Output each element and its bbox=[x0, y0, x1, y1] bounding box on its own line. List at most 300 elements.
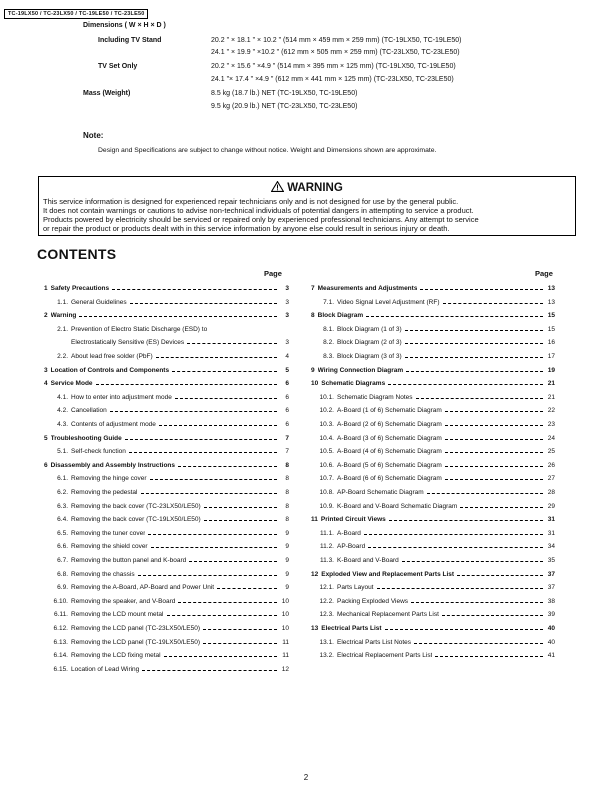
toc-entry[interactable] bbox=[311, 379, 555, 388]
toc-leader-line bbox=[442, 615, 543, 616]
toc-entry-number: 6.1. bbox=[57, 475, 68, 483]
tv-set-value-2: 24.1 "× 17.4 " ×4.9 " (612 mm × 441 mm × 125 mm) (TC-23LX50, TC-23LE50) bbox=[211, 76, 454, 83]
toc-leader-line bbox=[402, 561, 543, 562]
toc-leader-line bbox=[167, 615, 278, 616]
toc-entry-number: 5 bbox=[44, 434, 48, 442]
toc-entry-title: Electrical Replacement Parts List bbox=[337, 652, 433, 660]
toc-leader-line bbox=[364, 534, 543, 535]
toc-entry-number: 12.1. bbox=[319, 584, 334, 592]
toc-entry[interactable] bbox=[318, 556, 555, 565]
toc-entry-title: Removing the button panel and K-board bbox=[71, 557, 187, 564]
toc-leader-line bbox=[204, 507, 277, 508]
toc-entry-title: Electrical Parts List Notes bbox=[337, 638, 412, 646]
toc-entry-page: 25 bbox=[547, 448, 555, 456]
toc-entry-title: Removing the LCD mount metal bbox=[71, 611, 164, 619]
toc-entry-title: Block Diagram (1 of 3) bbox=[337, 325, 402, 333]
toc-entry-number: 8.3. bbox=[323, 353, 334, 360]
toc-entry-page: 6 bbox=[285, 407, 289, 415]
toc-entry-page: 9 bbox=[285, 557, 289, 564]
toc-entry[interactable] bbox=[52, 352, 289, 361]
toc-entry-title: Removing the back cover (TC-23LX50/LE50) bbox=[71, 502, 201, 510]
toc-entry-title: Mechanical Replacement Parts List bbox=[337, 611, 439, 619]
toc-leader-line bbox=[411, 602, 543, 603]
toc-entry[interactable] bbox=[311, 624, 555, 633]
toc-entry-page: 26 bbox=[547, 461, 555, 469]
toc-entry-page: 19 bbox=[547, 366, 555, 374]
toc-entry[interactable] bbox=[52, 624, 289, 633]
toc-entry-number: 6.10. bbox=[53, 597, 68, 605]
toc-entry[interactable] bbox=[311, 570, 555, 579]
toc-entry[interactable] bbox=[52, 665, 289, 674]
toc-leader-line bbox=[159, 425, 277, 426]
toc-entry-title: A-Board (3 of 6) Schematic Diagram bbox=[337, 434, 442, 442]
toc-entry[interactable] bbox=[52, 420, 289, 429]
toc-entry-page: 10 bbox=[281, 597, 289, 605]
toc-entry-page: 13 bbox=[547, 298, 555, 306]
toc-entry-number: 11.3. bbox=[320, 557, 334, 564]
toc-entry-title: Video Signal Level Adjustment (RF) bbox=[337, 298, 440, 306]
toc-entry[interactable] bbox=[44, 311, 289, 320]
toc-entry[interactable] bbox=[318, 406, 555, 415]
toc-leader-line bbox=[445, 425, 543, 426]
toc-leader-line bbox=[445, 452, 543, 453]
toc-leader-line bbox=[405, 357, 543, 358]
toc-entry-number: 10.8. bbox=[319, 489, 334, 496]
tv-set-label: TV Set Only bbox=[98, 63, 138, 70]
toc-entry-title: Removing the shield cover bbox=[71, 543, 148, 551]
toc-entry-title: Troubleshooting Guide bbox=[50, 434, 122, 442]
toc-entry[interactable] bbox=[52, 325, 289, 334]
toc-entry-title: General Guidelines bbox=[71, 298, 127, 306]
toc-entry-page: 9 bbox=[285, 584, 289, 592]
toc-entry[interactable] bbox=[52, 556, 289, 565]
toc-entry-title: K-Board and V-Board Schematic Diagram bbox=[337, 502, 458, 510]
toc-entry-page: 23 bbox=[547, 421, 555, 428]
toc-leader-line bbox=[445, 439, 543, 440]
tv-set-value-1: 20.2 " × 15.6 " ×4.9 " (514 mm × 395 mm × 125 mm) (TC-19LX50, TC-19LE50) bbox=[211, 63, 456, 70]
toc-leader-line bbox=[405, 330, 543, 331]
toc-leader-line bbox=[427, 493, 543, 494]
toc-entry[interactable] bbox=[44, 461, 289, 470]
toc-entry-page: 9 bbox=[285, 570, 289, 578]
toc-entry[interactable] bbox=[311, 311, 555, 320]
toc-entry-title: Electrical Parts List bbox=[321, 625, 382, 632]
toc-entry-page: 17 bbox=[547, 353, 555, 360]
toc-entry-title: A-Board (4 of 6) Schematic Diagram bbox=[337, 448, 442, 456]
toc-entry-number: 11 bbox=[311, 516, 318, 524]
toc-entry[interactable] bbox=[44, 434, 289, 443]
toc-entry-number: 7.1. bbox=[323, 298, 334, 306]
toc-leader-line bbox=[130, 303, 277, 304]
toc-entry-number: 6.4. bbox=[57, 516, 68, 524]
toc-leader-line bbox=[420, 289, 543, 290]
toc-entry-title: Contents of adjustment mode bbox=[71, 421, 156, 428]
toc-leader-line bbox=[178, 602, 277, 603]
toc-entry-title: Cancellation bbox=[71, 407, 107, 415]
toc-entry-page: 35 bbox=[547, 557, 555, 564]
toc-entry-number: 3 bbox=[44, 366, 48, 374]
note-title: Note: bbox=[83, 131, 104, 140]
toc-entry[interactable] bbox=[52, 638, 289, 647]
toc-entry[interactable] bbox=[52, 298, 289, 307]
toc-entry[interactable] bbox=[318, 610, 555, 619]
toc-leader-line bbox=[150, 479, 277, 480]
toc-leader-line bbox=[138, 575, 277, 576]
toc-entry[interactable] bbox=[318, 447, 555, 456]
toc-entry-title: Warning bbox=[50, 312, 77, 320]
toc-entry-title: K-Board and V-Board bbox=[337, 557, 399, 564]
toc-entry[interactable] bbox=[44, 379, 289, 388]
warning-line-4: or repair the product or products dealt with in this service information by anyone else could result in serious injury or death. bbox=[43, 224, 450, 233]
toc-leader-line bbox=[110, 411, 277, 412]
toc-entry-title: About lead free solder (PbF) bbox=[71, 353, 153, 360]
toc-leader-line bbox=[435, 656, 543, 657]
warning-line-2: It does not contain warnings or cautions to advise non-technical individuals of potential dangers in attempting to service a product. bbox=[43, 206, 474, 215]
toc-leader-line bbox=[204, 520, 277, 521]
toc-entry-page: 8 bbox=[285, 502, 289, 510]
toc-entry-number: 6.14. bbox=[53, 652, 68, 660]
toc-leader-line bbox=[406, 371, 543, 372]
toc-leader-line bbox=[203, 643, 277, 644]
toc-entry[interactable] bbox=[52, 610, 289, 619]
toc-entry-number: 9 bbox=[311, 366, 315, 374]
toc-entry-number: 10.6. bbox=[319, 461, 334, 469]
toc-entry-number: 10.5. bbox=[319, 448, 334, 456]
toc-entry[interactable] bbox=[318, 651, 555, 660]
toc-entry-page: 29 bbox=[547, 502, 555, 510]
toc-entry[interactable] bbox=[311, 515, 555, 524]
toc-entry-page: 31 bbox=[547, 516, 555, 524]
toc-leader-line bbox=[377, 588, 544, 589]
toc-entry-number: 7 bbox=[311, 285, 315, 292]
toc-entry[interactable] bbox=[318, 488, 555, 497]
mass-value-1: 8.5 kg (18.7 lb.) NET (TC-19LX50, TC-19LE50) bbox=[211, 90, 358, 97]
toc-entry-title: Removing the LCD panel (TC-19LX50/LE50) bbox=[71, 638, 200, 646]
toc-leader-line bbox=[125, 439, 277, 440]
toc-entry-number: 8.1. bbox=[323, 325, 334, 333]
toc-entry-number: 8 bbox=[311, 312, 315, 320]
toc-entry-number: 6.2. bbox=[57, 489, 68, 496]
toc-entry-title: A-Board (2 of 6) Schematic Diagram bbox=[337, 421, 442, 428]
toc-entry-page: 12 bbox=[281, 665, 289, 673]
toc-entry-number: 10.1. bbox=[319, 393, 334, 401]
toc-entry-number: 4.2. bbox=[57, 407, 68, 415]
toc-entry-number: 8.2. bbox=[323, 339, 334, 347]
toc-entry-title: Safety Precautions bbox=[50, 285, 110, 292]
warning-box bbox=[38, 176, 576, 236]
toc-entry-number: 4.1. bbox=[57, 393, 68, 401]
warning-title: WARNING bbox=[287, 182, 343, 194]
toc-entry[interactable] bbox=[44, 284, 289, 293]
toc-entry[interactable] bbox=[52, 338, 289, 347]
toc-entry-page: 6 bbox=[285, 421, 289, 428]
toc-entry-number: 2 bbox=[44, 312, 48, 320]
toc-entry-number: 6.15. bbox=[53, 665, 68, 673]
toc-leader-line bbox=[368, 547, 543, 548]
toc-entry-number: 6.6. bbox=[57, 543, 68, 551]
toc-entry[interactable] bbox=[52, 597, 289, 606]
toc-entry[interactable] bbox=[52, 570, 289, 579]
toc-entry[interactable] bbox=[311, 366, 555, 375]
toc-entry-page: 8 bbox=[285, 475, 289, 483]
toc-entry[interactable] bbox=[318, 338, 555, 347]
toc-entry-number: 10.2. bbox=[319, 407, 334, 415]
toc-entry[interactable] bbox=[52, 474, 289, 483]
toc-entry-title: How to enter into adjustment mode bbox=[71, 393, 172, 401]
toc-entry-title: Removing the tuner cover bbox=[71, 529, 146, 537]
toc-leader-line bbox=[151, 547, 277, 548]
toc-entry-number: 12.2. bbox=[319, 597, 334, 605]
toc-leader-line bbox=[141, 493, 278, 494]
toc-entry-title: Printed Circuit Views bbox=[320, 516, 386, 524]
toc-leader-line bbox=[217, 588, 277, 589]
toc-entry-title: AP-Board bbox=[337, 543, 366, 551]
toc-entry-page: 15 bbox=[547, 312, 555, 320]
toc-entry-title: Electrostatically Sensitive (ES) Devices bbox=[71, 339, 185, 347]
toc-entry-title: Measurements and Adjustments bbox=[317, 285, 418, 292]
toc-entry-title: Parts Layout bbox=[337, 584, 374, 592]
toc-leader-line bbox=[178, 466, 277, 467]
toc-entry-title: Removing the back cover (TC-19LX50/LE50) bbox=[71, 516, 201, 524]
toc-entry-number: 6.9. bbox=[57, 584, 68, 592]
toc-entry-page: 6 bbox=[285, 393, 289, 401]
toc-leader-line bbox=[164, 656, 277, 657]
toc-entry[interactable] bbox=[318, 474, 555, 483]
toc-entry-number: 13 bbox=[311, 625, 319, 632]
toc-entry[interactable] bbox=[318, 461, 555, 470]
toc-entry-number: 12.3. bbox=[319, 611, 334, 619]
toc-entry-title: Block Diagram (3 of 3) bbox=[337, 353, 402, 360]
toc-leader-line bbox=[189, 561, 277, 562]
toc-entry-number: 2.2. bbox=[57, 353, 68, 360]
toc-entry-number: 11.2. bbox=[320, 543, 334, 551]
toc-entry-page: 3 bbox=[285, 285, 289, 292]
toc-entry[interactable] bbox=[311, 284, 555, 293]
toc-entry-page: 9 bbox=[285, 543, 289, 551]
toc-entry-page: 21 bbox=[547, 393, 555, 401]
toc-entry-page: 28 bbox=[547, 489, 555, 496]
toc-entry-number: 1.1. bbox=[57, 298, 68, 306]
toc-leader-line bbox=[414, 643, 543, 644]
toc-leader-line bbox=[460, 507, 543, 508]
toc-entry-number: 10.3. bbox=[319, 421, 334, 428]
dimensions-title: Dimensions ( W × H × D ) bbox=[83, 22, 166, 29]
toc-entry-number: 13.2. bbox=[319, 652, 334, 660]
toc-entry[interactable] bbox=[52, 406, 289, 415]
toc-entry-title: Exploded View and Replacement Parts List bbox=[321, 570, 455, 578]
toc-entry-number: 1 bbox=[44, 285, 48, 292]
toc-leader-line bbox=[445, 479, 543, 480]
toc-entry-number: 6 bbox=[44, 461, 48, 469]
toc-entry-title: Disassembly and Assembly Instructions bbox=[50, 461, 176, 469]
toc-entry-title: A-Board bbox=[337, 529, 361, 537]
toc-entry[interactable] bbox=[318, 325, 555, 334]
toc-entry-title: Block Diagram bbox=[317, 312, 364, 320]
toc-entry-page: 13 bbox=[547, 285, 555, 292]
toc-entry[interactable] bbox=[318, 434, 555, 443]
toc-entry-page: 16 bbox=[547, 339, 555, 347]
toc-entry-number: 11.1. bbox=[320, 529, 334, 537]
toc-entry-title: Service Mode bbox=[50, 380, 93, 388]
toc-entry-title: Block Diagram (2 of 3) bbox=[337, 339, 402, 347]
toc-leader-line bbox=[175, 398, 277, 399]
toc-leader-line bbox=[445, 411, 543, 412]
toc-entry[interactable] bbox=[52, 393, 289, 402]
toc-entry[interactable] bbox=[52, 515, 289, 524]
toc-entry-page: 8 bbox=[285, 489, 289, 496]
toc-leader-line bbox=[112, 289, 277, 290]
toc-leader-line bbox=[129, 452, 277, 453]
toc-entry-page: 9 bbox=[285, 529, 289, 537]
toc-leader-line bbox=[388, 384, 543, 385]
toc-entry-page: 34 bbox=[547, 543, 555, 551]
toc-entry-number: 12 bbox=[311, 570, 319, 578]
toc-entry[interactable] bbox=[318, 420, 555, 429]
toc-entry[interactable] bbox=[52, 447, 289, 456]
toc-leader-line bbox=[203, 629, 277, 630]
page-column-header-right: Page bbox=[535, 269, 553, 278]
toc-entry-number: 6.5. bbox=[57, 529, 68, 537]
toc-leader-line bbox=[366, 316, 543, 317]
toc-entry-number: 4.3. bbox=[57, 421, 68, 428]
mass-label: Mass (Weight) bbox=[83, 90, 131, 97]
toc-entry-page: 5 bbox=[285, 366, 289, 374]
toc-entry-number: 10.9. bbox=[319, 502, 334, 510]
toc-entry-page: 37 bbox=[547, 584, 555, 592]
toc-entry-title: Location of Lead Wiring bbox=[71, 665, 140, 673]
toc-leader-line bbox=[148, 534, 277, 535]
toc-entry[interactable] bbox=[318, 529, 555, 538]
toc-leader-line bbox=[385, 629, 543, 630]
toc-entry-title: Wiring Connection Diagram bbox=[317, 366, 404, 374]
toc-entry-page: 11 bbox=[282, 638, 289, 646]
toc-entry-page: 39 bbox=[547, 611, 555, 619]
toc-leader-line bbox=[445, 466, 543, 467]
toc-entry-page: 31 bbox=[547, 529, 555, 537]
toc-entry-title: Removing the hinge cover bbox=[71, 475, 147, 483]
toc-entry-title: AP-Board Schematic Diagram bbox=[337, 489, 424, 496]
toc-entry-page: 7 bbox=[285, 434, 289, 442]
toc-leader-line bbox=[416, 398, 544, 399]
warning-line-3: Products powered by electricity should be serviced or repaired only by experienced professional technicians. Any attempt to service bbox=[43, 215, 479, 224]
toc-entry-number: 10.7. bbox=[319, 475, 334, 483]
toc-entry-title: Location of Controls and Components bbox=[50, 366, 170, 374]
toc-entry-number: 10 bbox=[311, 380, 319, 388]
toc-entry-page: 6 bbox=[285, 380, 289, 388]
toc-entry-number: 6.8. bbox=[57, 570, 68, 578]
toc-entry-number: 4 bbox=[44, 380, 48, 388]
mass-value-2: 9.5 kg (20.9 lb.) NET (TC-23LX50, TC-23LE50) bbox=[211, 103, 358, 110]
toc-leader-line bbox=[405, 343, 543, 344]
toc-entry[interactable] bbox=[318, 638, 555, 647]
toc-entry[interactable] bbox=[318, 298, 555, 307]
toc-entry-title: Removing the LCD panel (TC-23LX50/LE50) bbox=[71, 625, 200, 632]
toc-entry-page: 3 bbox=[285, 298, 289, 306]
warning-triangle-icon bbox=[271, 181, 284, 192]
including-stand-value-2: 24.1 " × 19.9 " ×10.2 " (612 mm × 505 mm × 259 mm) (TC-23LX50, TC-23LE50) bbox=[211, 49, 460, 56]
toc-entry-page: 24 bbox=[547, 434, 555, 442]
toc-entry-page: 40 bbox=[547, 625, 555, 632]
toc-leader-line bbox=[96, 384, 277, 385]
toc-leader-line bbox=[443, 303, 544, 304]
toc-entry-title: Schematic Diagram Notes bbox=[337, 393, 413, 401]
page-number: 2 bbox=[303, 773, 309, 782]
toc-leader-line bbox=[389, 520, 543, 521]
toc-entry-title: Removing the speaker, and V-Board bbox=[71, 597, 176, 605]
including-stand-value-1: 20.2 " × 18.1 " × 10.2 " (514 mm × 459 mm × 259 mm) (TC-19LX50, TC-19LE50) bbox=[211, 37, 462, 44]
toc-entry-page: 7 bbox=[285, 448, 289, 456]
toc-entry-page: 37 bbox=[547, 570, 555, 578]
toc-entry-title: Prevention of Electro Static Discharge (ESD) to bbox=[71, 325, 208, 333]
toc-entry[interactable] bbox=[318, 542, 555, 551]
toc-entry-number: 2.1. bbox=[57, 325, 68, 333]
toc-entry-title: Removing the LCD fixing metal bbox=[71, 652, 161, 660]
toc-entry-title: Removing the chassis bbox=[71, 570, 135, 578]
toc-entry-number: 6.12. bbox=[53, 625, 68, 632]
toc-entry-page: 11 bbox=[282, 652, 289, 660]
toc-entry[interactable] bbox=[52, 529, 289, 538]
toc-entry[interactable] bbox=[52, 502, 289, 511]
toc-entry-number: 5.1. bbox=[57, 448, 68, 456]
toc-entry[interactable] bbox=[318, 352, 555, 361]
page-column-header-left: Page bbox=[264, 269, 282, 278]
toc-entry-page: 21 bbox=[547, 380, 555, 388]
toc-entry-title: A-Board (5 of 6) Schematic Diagram bbox=[337, 461, 442, 469]
toc-leader-line bbox=[457, 575, 543, 576]
toc-entry-number: 13.1. bbox=[319, 638, 334, 646]
note-body: Design and Specifications are subject to change without notice. Weight and Dimensions shown are approximate. bbox=[98, 147, 437, 154]
toc-leader-line bbox=[79, 316, 277, 317]
toc-entry-title: Removing the pedestal bbox=[71, 489, 138, 496]
toc-entry[interactable] bbox=[52, 583, 289, 592]
toc-entry-page: 41 bbox=[547, 652, 555, 660]
toc-entry[interactable] bbox=[44, 366, 289, 375]
toc-entry-title: Self-check function bbox=[71, 448, 126, 456]
including-stand-label: Including TV Stand bbox=[98, 37, 162, 44]
toc-entry-title: A-Board (1 of 6) Schematic Diagram bbox=[337, 407, 442, 415]
toc-entry-title: Removing the A-Board, AP-Board and Power Unit bbox=[71, 584, 215, 592]
toc-entry[interactable] bbox=[318, 597, 555, 606]
toc-entry[interactable] bbox=[318, 583, 555, 592]
toc-entry[interactable] bbox=[52, 542, 289, 551]
toc-entry-page: 10 bbox=[281, 611, 289, 619]
toc-entry-number: 6.3. bbox=[57, 502, 68, 510]
toc-entry-page: 3 bbox=[285, 339, 289, 347]
toc-leader-line bbox=[187, 343, 277, 344]
toc-entry[interactable] bbox=[318, 502, 555, 511]
toc-entry-page: 22 bbox=[547, 407, 555, 415]
toc-entry-page: 40 bbox=[547, 638, 555, 646]
toc-entry[interactable] bbox=[318, 393, 555, 402]
toc-entry-number: 6.7. bbox=[57, 557, 68, 564]
toc-entry-number: 6.11. bbox=[54, 611, 68, 619]
toc-entry-number: 6.13. bbox=[53, 638, 68, 646]
toc-entry-title: Packing Exploded Views bbox=[337, 597, 409, 605]
contents-title: CONTENTS bbox=[37, 246, 117, 262]
toc-entry-page: 4 bbox=[285, 353, 289, 360]
model-tag: TC-19LX50 / TC-23LX50 / TC-19LE50 / TC-23LE50 bbox=[4, 9, 148, 19]
toc-entry[interactable] bbox=[52, 651, 289, 660]
warning-line-1: This service information is designed for experienced repair technicians only and is not designed for use by the general public. bbox=[43, 197, 459, 206]
toc-entry-title: Schematic Diagrams bbox=[321, 380, 386, 388]
toc-entry-page: 10 bbox=[281, 625, 289, 632]
toc-entry-page: 8 bbox=[285, 461, 289, 469]
toc-leader-line bbox=[172, 371, 277, 372]
toc-entry[interactable] bbox=[52, 488, 289, 497]
toc-entry-page: 27 bbox=[547, 475, 555, 483]
toc-leader-line bbox=[156, 357, 277, 358]
toc-entry-page: 3 bbox=[285, 312, 289, 320]
